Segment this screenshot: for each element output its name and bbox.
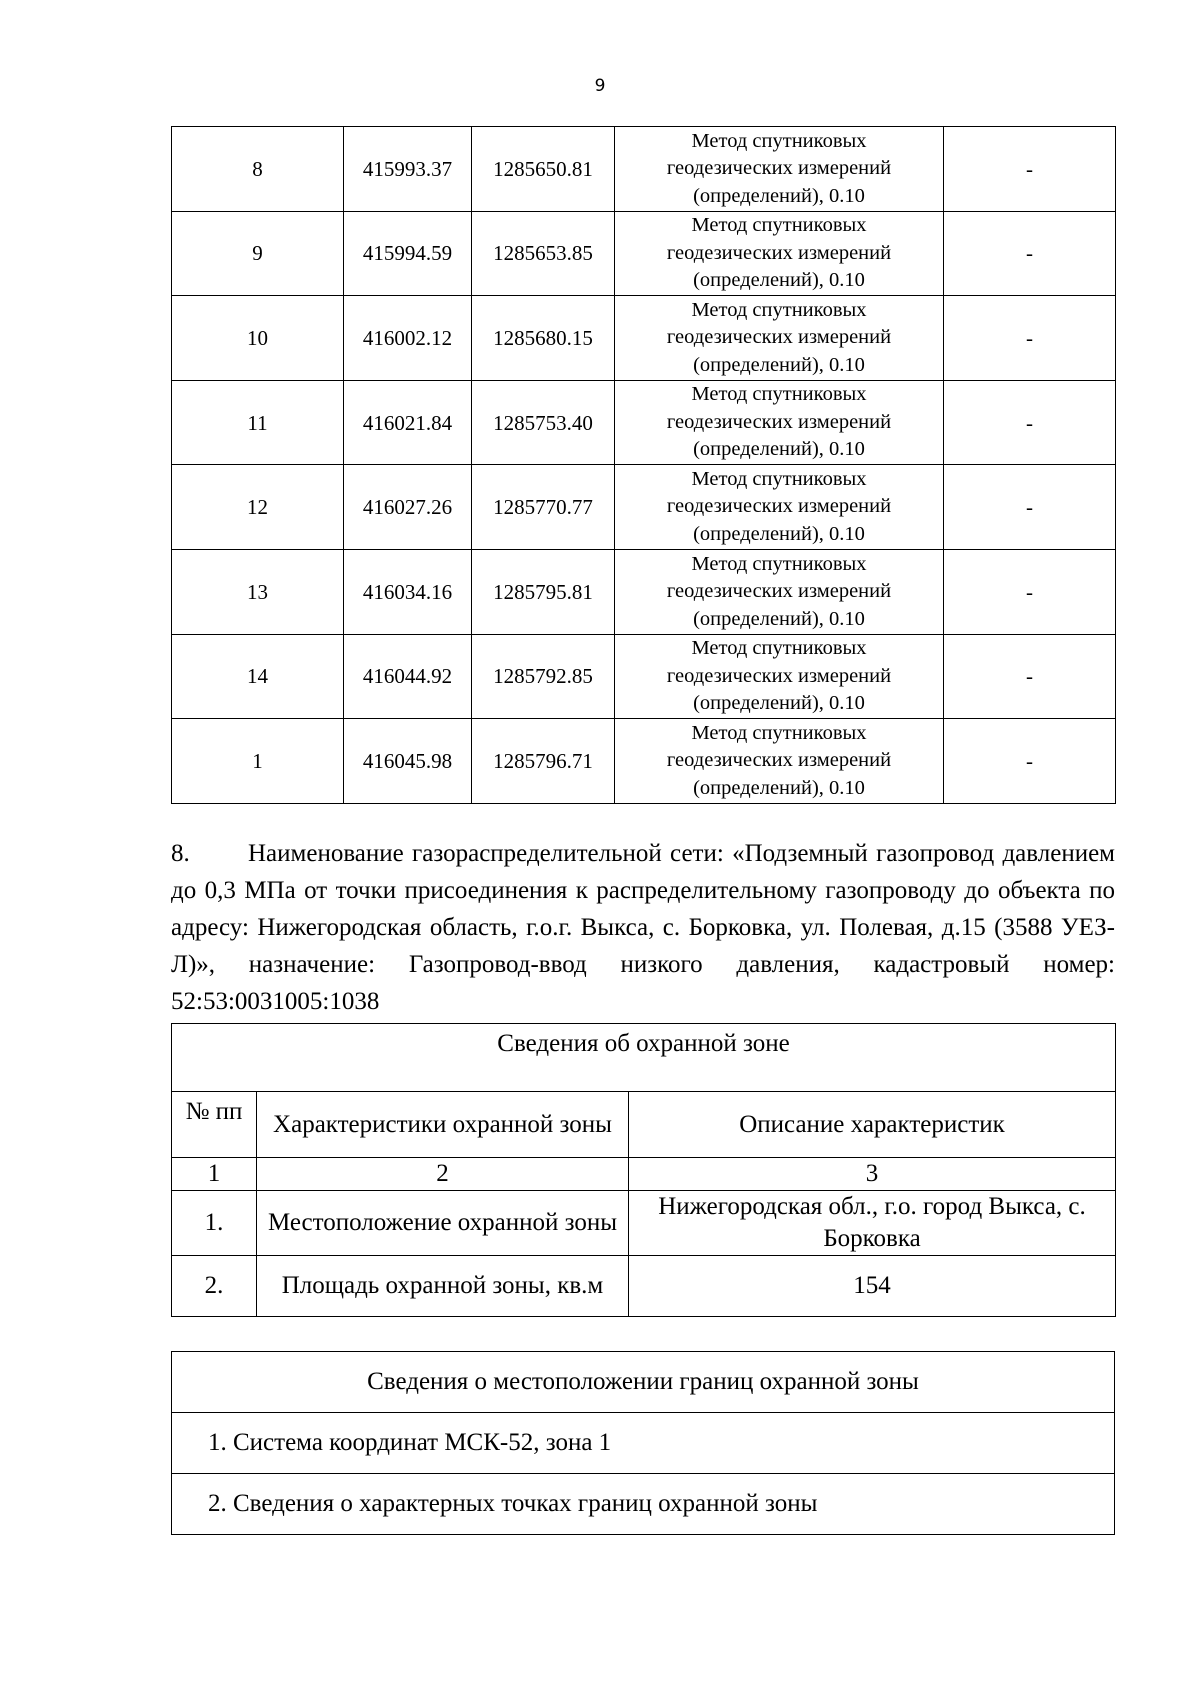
method-line: Метод спутниковых	[691, 552, 867, 575]
zone-area-label: Площадь охранной зоны, кв.м	[257, 1256, 629, 1317]
boundary-points-heading: 2. Сведения о характерных точках границ охранной зоны	[172, 1474, 1115, 1535]
method	[615, 127, 944, 212]
row-number: 1.	[172, 1191, 257, 1256]
section-8-description	[171, 835, 1115, 1020]
coord-y: 1285753.40	[472, 380, 615, 465]
zone-area-value: 154	[629, 1256, 1116, 1317]
col-index: 3	[629, 1158, 1116, 1191]
method-line: геодезических измерений	[666, 495, 892, 518]
method-line: геодезических измерений	[666, 664, 892, 687]
table-row	[172, 634, 1116, 719]
coord-x: 415994.59	[344, 211, 472, 296]
coord-x: 415993.37	[344, 127, 472, 212]
section-text: Наименование газораспределительной сети: «Подземный газопровод давлением до 0,3 МПа от точки присоединения к распределительному газопроводу до объекта по адресу: Нижегородская область, г.о.г. Выкса, с. Борковка, ул. Полевая, д.15 (3588 УЕЗ-Л)», назначение: Газопровод-ввод низкого давления, кадастровый номер: 52:53:0031005:1038	[171, 840, 1115, 1015]
table-row	[172, 296, 1116, 381]
note: -	[944, 634, 1116, 719]
point-number: 8	[172, 127, 344, 212]
section-number: 8.	[171, 840, 190, 867]
method	[615, 549, 944, 634]
method-line: геодезических измерений	[666, 410, 892, 433]
point-number: 10	[172, 296, 344, 381]
note: -	[944, 380, 1116, 465]
note: -	[944, 211, 1116, 296]
page-number: 9	[594, 76, 606, 96]
method-line: геодезических измерений	[666, 580, 892, 603]
note: -	[944, 549, 1116, 634]
coord-x: 416045.98	[344, 719, 472, 804]
table-row	[172, 549, 1116, 634]
point-number: 11	[172, 380, 344, 465]
coord-y: 1285770.77	[472, 465, 615, 550]
coord-x: 416021.84	[344, 380, 472, 465]
coord-x: 416044.92	[344, 634, 472, 719]
zone-location-value: Нижегородская обл., г.о. город Выкса, с. Борковка	[629, 1191, 1116, 1256]
method-line: Метод спутниковых	[691, 298, 867, 321]
method-line: (определений), 0.10	[693, 776, 865, 799]
row-number: 2.	[172, 1256, 257, 1317]
method	[615, 211, 944, 296]
note: -	[944, 719, 1116, 804]
method-line: геодезических измерений	[666, 241, 892, 264]
table-row	[172, 380, 1116, 465]
col-description-header: Описание характеристик	[629, 1092, 1116, 1158]
method-line: (определений), 0.10	[693, 607, 865, 630]
method-line: Метод спутниковых	[691, 129, 867, 152]
note: -	[944, 296, 1116, 381]
method	[615, 380, 944, 465]
method-line: Метод спутниковых	[691, 721, 867, 744]
coord-y: 1285653.85	[472, 211, 615, 296]
method-line: геодезических измерений	[666, 326, 892, 349]
note: -	[944, 465, 1116, 550]
coord-y: 1285680.15	[472, 296, 615, 381]
method-line: Метод спутниковых	[691, 467, 867, 490]
method-line: (определений), 0.10	[693, 184, 865, 207]
col-characteristics-header: Характеристики охранной зоны	[257, 1092, 629, 1158]
point-number: 9	[172, 211, 344, 296]
protection-zone-table	[171, 1023, 1116, 1317]
method-line: (определений), 0.10	[693, 269, 865, 292]
zone-table-title: Сведения об охранной зоне	[172, 1024, 1116, 1092]
point-number: 13	[172, 549, 344, 634]
method	[615, 634, 944, 719]
method-line: (определений), 0.10	[693, 522, 865, 545]
coord-y: 1285650.81	[472, 127, 615, 212]
table-row	[172, 719, 1116, 804]
method-line: геодезических измерений	[666, 157, 892, 180]
method	[615, 465, 944, 550]
coord-y: 1285792.85	[472, 634, 615, 719]
coordinates-table	[171, 126, 1116, 804]
method-line: (определений), 0.10	[693, 353, 865, 376]
coord-x: 416034.16	[344, 549, 472, 634]
method	[615, 296, 944, 381]
boundaries-title: Сведения о местоположении границ охранной зоны	[172, 1352, 1115, 1413]
table-row	[172, 127, 1116, 212]
note: -	[944, 127, 1116, 212]
coord-y: 1285795.81	[472, 549, 615, 634]
zone-location-label: Местоположение охранной зоны	[257, 1191, 629, 1256]
method-line: (определений), 0.10	[693, 692, 865, 715]
table-row	[172, 465, 1116, 550]
coord-x: 416002.12	[344, 296, 472, 381]
coord-x: 416027.26	[344, 465, 472, 550]
point-number: 1	[172, 719, 344, 804]
method-line: (определений), 0.10	[693, 438, 865, 461]
method-line: Метод спутниковых	[691, 637, 867, 660]
zone-boundaries-table	[171, 1351, 1115, 1535]
col-number-header: № пп	[172, 1092, 257, 1158]
method-line: Метод спутниковых	[691, 214, 867, 237]
table-row	[172, 211, 1116, 296]
col-index: 1	[172, 1158, 257, 1191]
method-line: Метод спутниковых	[691, 383, 867, 406]
point-number: 12	[172, 465, 344, 550]
coordinate-system: 1. Система координат МСК-52, зона 1	[172, 1413, 1115, 1474]
method	[615, 719, 944, 804]
point-number: 14	[172, 634, 344, 719]
coord-y: 1285796.71	[472, 719, 615, 804]
col-index: 2	[257, 1158, 629, 1191]
method-line: геодезических измерений	[666, 749, 892, 772]
